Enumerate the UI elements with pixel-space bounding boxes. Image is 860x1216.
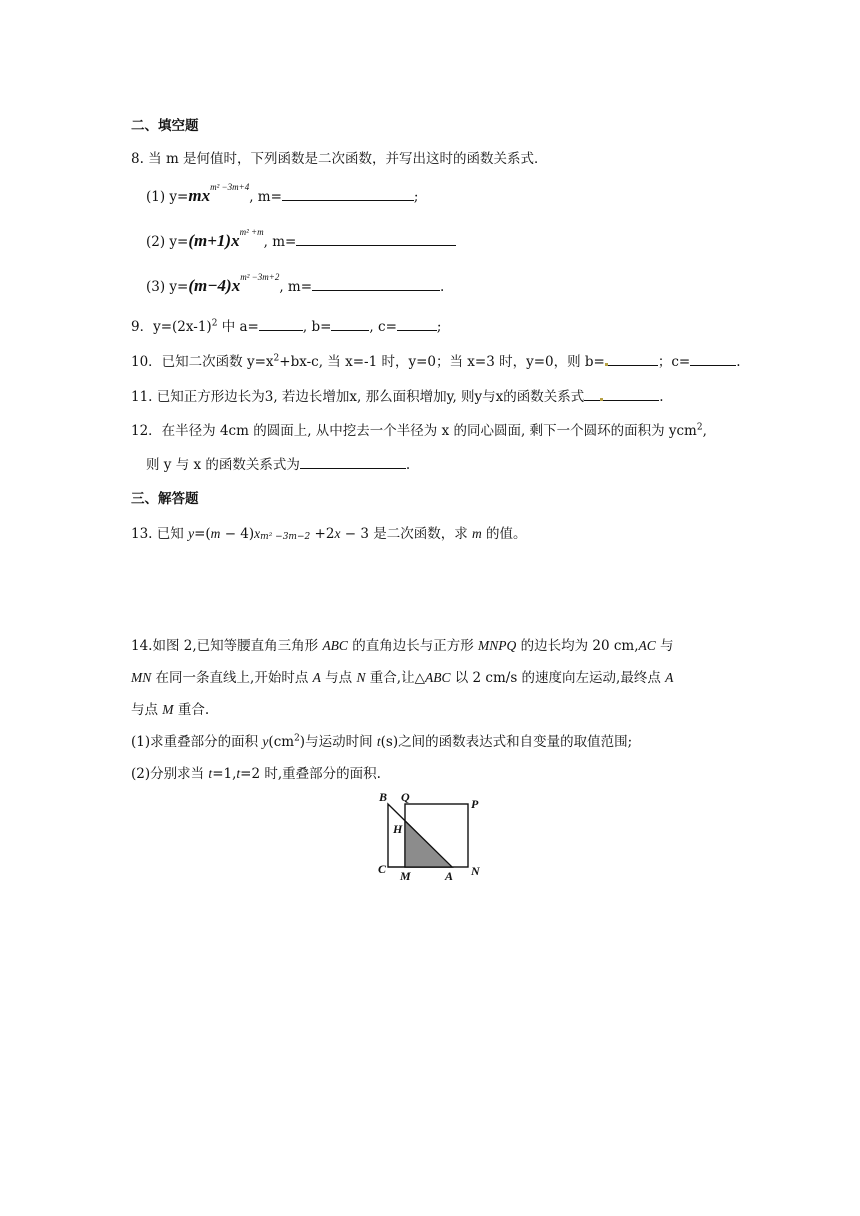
answer-blank-c[interactable] (690, 353, 736, 366)
question-8-part-1: (1) $y=mx^{m^2 -3m+4}$, m= ; (146, 181, 419, 205)
label-m: M (400, 869, 411, 883)
question-14-line-3: 与点 M 重合. (131, 702, 210, 718)
question-13: 13. 已知 y=(m − 4)xm² −3m−2 +2x − 3 是二次函数，求 m 的值。 (131, 526, 527, 542)
figure-triangle-square (370, 788, 490, 884)
answer-blank[interactable] (584, 388, 600, 401)
question-12-line-1: 12．在半径为 4cm 的圆面上, 从中挖去一个半径为 x 的同心圆面, 剩下一个圆环的面积为 ycm$^2$, (131, 422, 707, 439)
section-title-answer-questions: 三、解答题 (131, 491, 199, 507)
label-n: N (471, 864, 480, 878)
overlap-region (405, 821, 452, 867)
question-12-line-2: 则 y 与 x 的函数关系式为 . (146, 457, 411, 473)
answer-blank-b[interactable] (331, 318, 369, 331)
answer-blank[interactable] (312, 278, 440, 291)
question-9: 9．$y=(2x-1)^2$ 中 a= , b= , c= ; (131, 318, 442, 335)
answer-blank[interactable] (300, 456, 406, 469)
label-p: P (471, 797, 479, 811)
question-14-sub-1: (1)求重叠部分的面积 $y(cm^2)$与运动时间 t(s)之间的函数表达式和自变量的取值范围; (131, 733, 633, 750)
question-14-line-2: MN 在同一条直线上,开始时点 A 与点 N 重合,让△ABC 以 2 cm/s 的速度向左运动,最终点 A (131, 670, 674, 686)
answer-blank-a[interactable] (259, 318, 303, 331)
answer-blank[interactable] (296, 233, 456, 246)
label-a: A (445, 869, 454, 883)
question-8-part-3: (3) $y=(m-4)x^{m^2 -3m+2}$, m= . (146, 271, 445, 295)
answer-blank-c[interactable] (397, 318, 437, 331)
section-title-fill-blanks: 二、填空题 (131, 118, 199, 134)
answer-blank[interactable] (282, 188, 414, 201)
label-b: B (379, 790, 388, 804)
question-14-line-1: 14.如图 2,已知等腰直角三角形 ABC 的直角边长与正方形 MNPQ 的边长均为 20 cm,AC 与 (131, 638, 674, 654)
answer-blank-b[interactable] (608, 353, 658, 366)
question-8-stem: 8. 当 m 是何值时，下列函数是二次函数，并写出这时的函数关系式． (131, 151, 548, 167)
answer-blank[interactable] (603, 388, 659, 401)
question-10: 10．已知二次函数 $y=x^2+bx-c$, 当 x=-1 时，y=0；当 x=3 时，y=0，则 b= ；c= . (131, 353, 741, 370)
question-14-sub-2: (2)分别求当 t=1,t=2 时,重叠部分的面积. (131, 766, 381, 782)
question-11: 11. 已知正方形边长为3, 若边长增加x, 那么面积增加y, 则y与x的函数关系式 . (131, 389, 664, 405)
question-8-part-2: (2) $y=(m+1)x^{m^2 +m}$, m= (146, 231, 456, 251)
label-q: Q (401, 790, 410, 804)
label-h: H (393, 822, 403, 836)
label-c: C (378, 862, 387, 876)
